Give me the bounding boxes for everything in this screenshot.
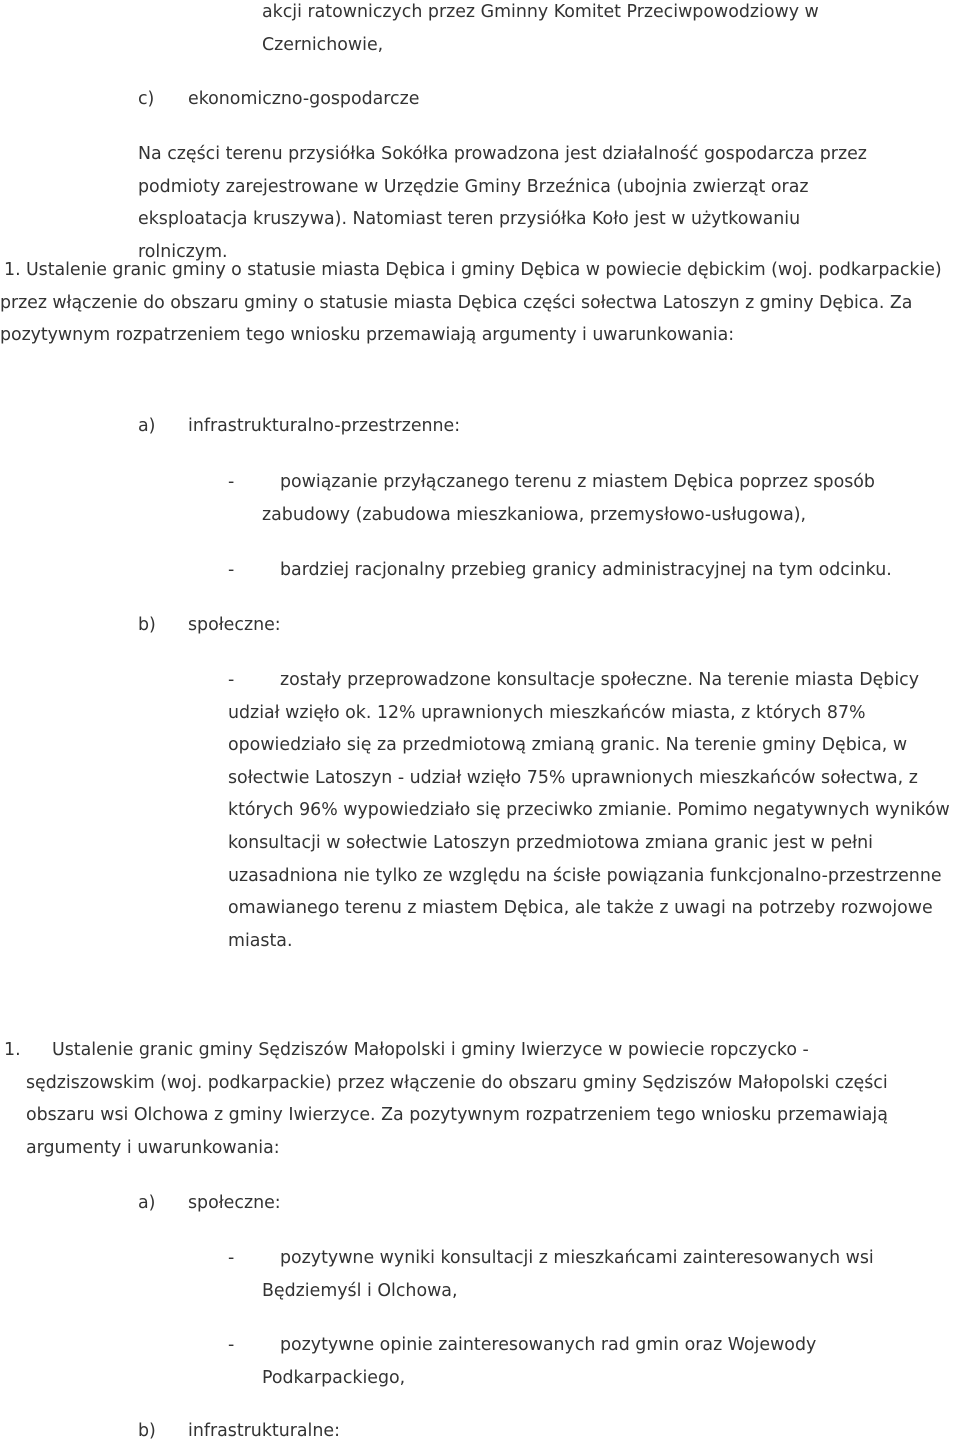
continuation-paragraph: akcji ratowniczych przez Gminny Komitet Przeciwpowodziowy w Czernichowie, [262, 2, 819, 55]
bullet-dash: - [228, 560, 235, 580]
bullet-text: zostały przeprowadzone konsultacje społeczne. Na terenie miasta Dębicy udział wzięło ok. 12% uprawnionych mieszkańców miasta, z których 87% opowiedziało się za przedmiotową zmianą granic. Na terenie gminy Dębica, w sołectwie Latoszyn - udział wzięło 75% uprawnionych mieszkańców sołectwa, z których 96% wypowiedziało się przeciwko zmianie. Pomimo negatywnych wyników konsultacji w sołectwie Latoszyn przedmiotowa zmiana granic jest w pełni uzasadniona nie tylko ze względu na ścisłe powiązania funkcjonalno-przestrzenne omawianego terenu z miastem Dębica, ale także z uwagi na potrzeby rozwojowe miasta. [228, 670, 950, 951]
bullet-dash: - [228, 670, 235, 690]
list-item-label: społeczne: [188, 615, 281, 635]
list-marker: b) [138, 1421, 156, 1441]
bullet-dash: - [228, 472, 235, 492]
section-heading: Ustalenie granic gminy Sędziszów Małopolski i gminy Iwierzyce w powiecie ropczycko - sędziszowskim (woj. podkarpackie) przez włączenie do obszaru gminy Sędziszów Małopolski części obszaru wsi Olchowa z gminy Iwierzyce. Za pozytywnym rozpatrzeniem tego wniosku przemawiają argumenty i uwarunkowania: [26, 1040, 888, 1158]
bullet-dash: - [228, 1248, 235, 1268]
list-marker: a) [138, 416, 156, 436]
bullet-text: powiązanie przyłączanego terenu z miastem Dębica poprzez sposób zabudowy (zabudowa mieszkaniowa, przemysłowo-usługowa), [262, 472, 875, 525]
list-item-label: społeczne: [188, 1193, 281, 1213]
section-number: 1. [4, 260, 21, 280]
list-marker: a) [138, 1193, 156, 1213]
list-item-label: infrastrukturalno-przestrzenne: [188, 416, 461, 436]
list-item-label: infrastrukturalne: [188, 1421, 340, 1441]
list-item-label: ekonomiczno-gospodarcze [188, 89, 420, 109]
bullet-text: bardziej racjonalny przebieg granicy administracyjnej na tym odcinku. [280, 560, 892, 580]
list-marker: c) [138, 89, 155, 109]
bullet-dash: - [228, 1335, 235, 1355]
body-paragraph: Na części terenu przysiółka Sokółka prowadzona jest działalność gospodarcza przez podmioty zarejestrowane w Urzędzie Gminy Brzeźnica (ubojnia zwierząt oraz eksploatacja kruszywa). Natomiast teren przysiółka Koło jest w użytkowaniu rolniczym. [138, 144, 867, 262]
section-heading: Ustalenie granic gminy o statusie miasta Dębica i gminy Dębica w powiecie dębickim (woj. podkarpackie) przez włączenie do obszaru gminy o statusie miasta Dębica części sołectwa Latoszyn z gminy Dębica. Za pozytywnym rozpatrzeniem tego wniosku przemawiają argumenty i uwarunkowania: [0, 260, 942, 346]
list-marker: b) [138, 615, 156, 635]
bullet-text: pozytywne opinie zainteresowanych rad gmin oraz Wojewody Podkarpackiego, [262, 1335, 817, 1388]
section-number: 1. [4, 1040, 21, 1060]
bullet-text: pozytywne wyniki konsultacji z mieszkańcami zainteresowanych wsi Będziemyśl i Olchowa, [262, 1248, 874, 1301]
